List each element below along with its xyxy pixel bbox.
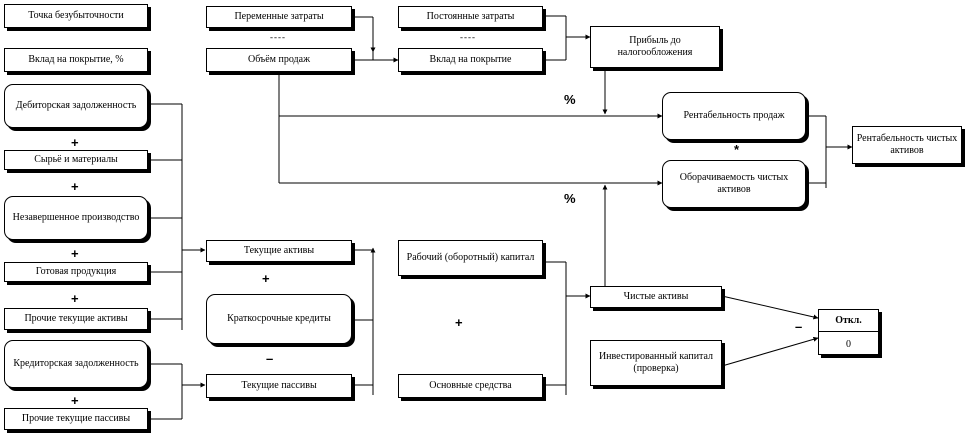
payables-label: Кредиторская задолженность <box>13 358 139 369</box>
net-assets-label: Чистые активы <box>623 291 689 302</box>
net-asset-turnover-label: Оборачиваемость чистых активов <box>679 172 789 195</box>
plus-sign: + <box>71 246 79 261</box>
net-asset-turnover-box <box>662 160 806 208</box>
finished-goods-label: Готовая продукция <box>35 266 117 277</box>
return-on-sales-box <box>662 92 806 140</box>
receivables-box <box>4 84 148 128</box>
other-current-liabilities-box <box>4 408 148 430</box>
wip-box <box>4 196 148 240</box>
other-current-assets-label: Прочие текущие активы <box>24 313 128 324</box>
variable-costs-box <box>206 6 352 28</box>
current-liabilities-box <box>206 374 352 398</box>
sales-volume-label: Объём продаж <box>248 54 310 65</box>
working-capital-box <box>398 240 543 276</box>
percent-sign: % <box>564 191 576 206</box>
fixed-assets-label: Основные средства <box>429 380 512 391</box>
contribution-label: Вклад на покрытие <box>429 54 512 65</box>
breakeven-point-box <box>4 4 148 28</box>
deviation-value: 0 <box>846 338 851 350</box>
breakeven-point-label: Точка безубыточности <box>28 10 124 21</box>
current-assets-label: Текущие активы <box>243 245 315 256</box>
return-on-sales-label: Рентабельность продаж <box>683 110 785 121</box>
net-assets-box <box>590 286 722 308</box>
plus-sign: + <box>455 315 463 330</box>
receivables-label: Дебиторская задолженность <box>15 100 137 111</box>
short-term-loans-label: Краткосрочные кредиты <box>227 313 331 324</box>
contribution-pct-label: Вклад на покрытие, % <box>28 54 124 65</box>
invested-capital-box <box>590 340 722 386</box>
variable-costs-label: Переменные затраты <box>234 11 324 22</box>
fixed-costs-box <box>398 6 543 28</box>
invested-capital-label: Инвестированный капитал (проверка) <box>598 351 714 374</box>
payables-box <box>4 340 148 388</box>
short-term-loans-box <box>206 294 352 344</box>
minus-sign: ---- <box>460 32 476 42</box>
deviation-table <box>818 309 879 355</box>
minus-sign: – <box>266 351 274 366</box>
working-capital-label: Рабочий (оборотный) капитал <box>406 252 535 263</box>
plus-sign: + <box>71 135 79 150</box>
current-assets-box <box>206 240 352 262</box>
fixed-costs-label: Постоянные затраты <box>426 11 515 22</box>
raw-materials-label: Сырьё и материалы <box>34 154 118 165</box>
current-liabilities-label: Текущие пассивы <box>241 380 317 391</box>
return-on-net-assets-label: Рентабельность чистых активов <box>856 133 958 156</box>
profit-before-tax-box <box>590 26 720 68</box>
multiply-sign: * <box>734 142 740 157</box>
plus-sign: + <box>262 271 270 286</box>
sales-volume-box <box>206 48 352 72</box>
raw-materials-box <box>4 150 148 170</box>
return-on-net-assets-box <box>852 126 962 164</box>
profit-before-tax-label: Прибыль до налогообложения <box>617 35 693 58</box>
minus-sign: ---- <box>270 32 286 42</box>
fixed-assets-box <box>398 374 543 398</box>
minus-sign: – <box>795 319 803 334</box>
finished-goods-box <box>4 262 148 282</box>
contribution-box <box>398 48 543 72</box>
other-current-assets-box <box>4 308 148 330</box>
wip-label: Незавершенное производство <box>12 212 140 223</box>
deviation-header: Откл. <box>819 310 878 332</box>
other-current-liabilities-label: Прочие текущие пассивы <box>21 413 131 424</box>
plus-sign: + <box>71 393 79 408</box>
plus-sign: + <box>71 291 79 306</box>
plus-sign: + <box>71 179 79 194</box>
percent-sign: % <box>564 92 576 107</box>
contribution-pct-box <box>4 48 148 72</box>
